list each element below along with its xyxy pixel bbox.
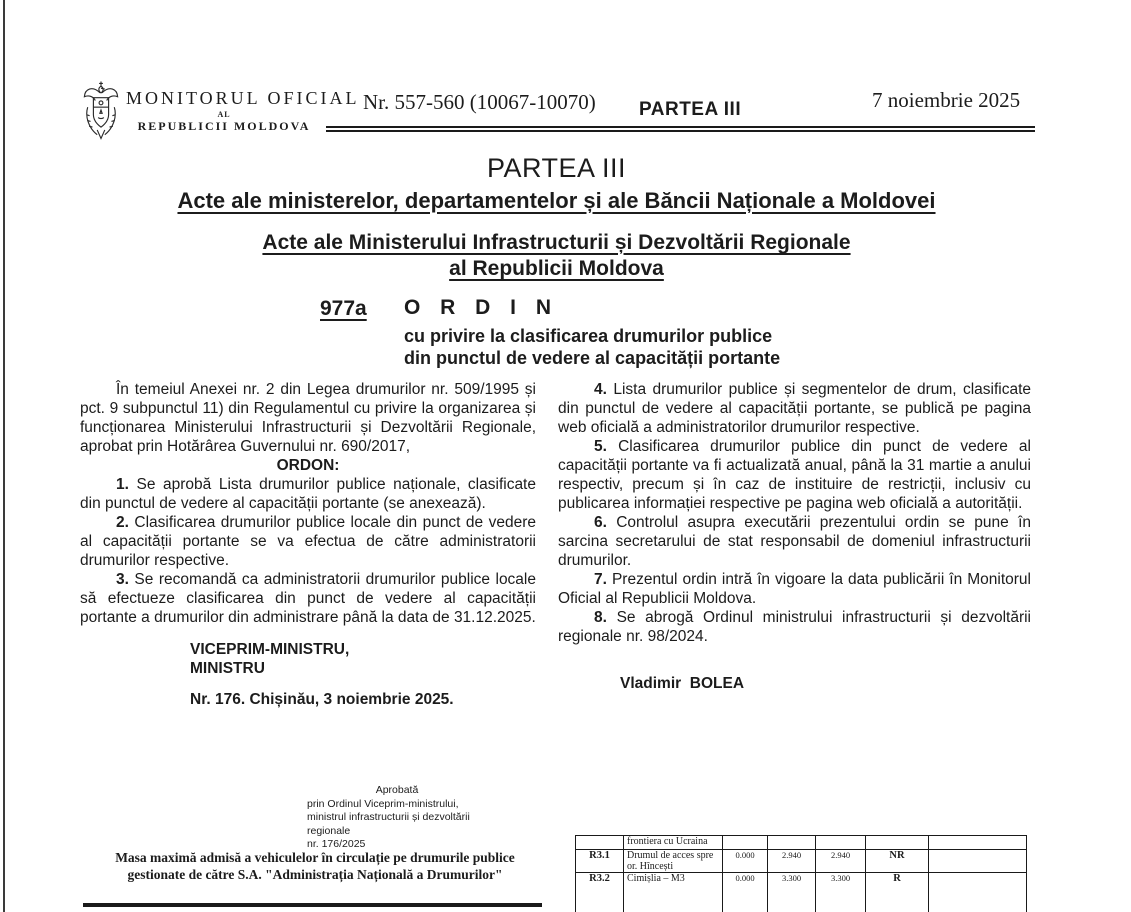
annex-approval-line2: prin Ordinul Viceprim-ministrului, [307, 797, 459, 810]
section-heading-ministry-line2: al Republicii Moldova [449, 257, 664, 280]
annex-left-table-top-border [83, 903, 542, 907]
masthead-date: 7 noiembrie 2025 [872, 88, 1021, 112]
masthead-issue-number: Nr. 557-560 (10067-10070) [363, 90, 596, 114]
order-item-8: 8. Se abrogă Ordinul ministrului infrastructurii și dezvoltării regionale nr. 98/2024. [558, 609, 1032, 645]
order-item-6: 6. Controlul asupra executării prezentului ordin se pune în sarcina secretarului de stat responsabil de domeniul infrastructurii drumurilor. [558, 514, 1031, 569]
order-item-2: 2. Clasificarea drumurilor publice locale din punct de vedere al capacității portante se va efectua de către administratorii drumurilor respective. [80, 514, 536, 569]
order-item-1: 1. Se aprobă Lista drumurilor publice naționale, clasificate din punctul de vedere al capacității portante (se anexează). [80, 476, 536, 512]
order-subtitle-line2: din punctul de vedere al capacității portante [404, 348, 781, 368]
table-row: R3.1 Drumul de acces spre or. Hîncești 0.000 2.940 2.940 NR [576, 850, 1027, 873]
order-body-right-column [558, 380, 1031, 693]
masthead-title-al: AL [217, 110, 231, 119]
signature-titles: VICEPRIM-MINISTRU, MINISTRU [190, 641, 350, 677]
section-part-title: PARTEA III [486, 153, 627, 183]
order-issue-line: Nr. 176. Chișinău, 3 noiembrie 2025. [190, 691, 454, 708]
order-number: 977a [320, 297, 367, 320]
ordon-label: ORDON: [276, 457, 340, 474]
order-item-4: 4. Lista drumurilor publice și segmentelor de drum, clasificate din punctul de vedere al capacității portante, se publică pe pagina web oficială a administratorilor drumurilor respective. [558, 381, 1031, 436]
order-body-left-column [80, 380, 536, 709]
order-title: O R D I N [404, 296, 559, 319]
masthead-double-rule [326, 126, 1035, 132]
annex-approval-line3: ministrul infrastructurii și dezvoltării regionale [307, 811, 470, 837]
order-item-7: 7. Prezentul ordin intră în vigoare la data publicării în Monitorul Oficial al Republicii Moldova. [558, 571, 1031, 607]
masthead-title: MONITORUL OFICIAL [126, 88, 360, 108]
coat-of-arms-icon [82, 80, 120, 140]
masthead-title-republic: REPUBLICII MOLDOVA [137, 119, 311, 133]
road-classification-table [575, 835, 1030, 912]
table-row: R3.2 Cimișlia – M3 0.000 3.300 3.300 R [576, 873, 1027, 912]
order-item-3: 3. Se recomandă ca administratorii drumurilor publice locale să efectueze clasificarea din punct de vedere al capacității portante a drumurilor din administrare până la data de 31.12.2025. [80, 571, 536, 626]
table-row: frontiera cu Ucraina [576, 836, 1027, 850]
page-edge-line [3, 0, 5, 912]
section-heading-acts-text: Acte ale ministerelor, departamentelor și ale Băncii Naționale a Moldovei [177, 188, 936, 213]
annex-table-caption: Masa maximă admisă a vehiculelor în circulație pe drumurile publice gestionate de către S.A. "Administrația Națională a Drumurilor" [115, 850, 515, 882]
order-item-5: 5. Clasificarea drumurilor publice din punct de vedere al capacității portante va fi actualizată anual, până la 31 martie a anului respectiv, precum și în caz de instituire de restricții, inclusiv cu publicarea informației respective pe pagina web oficială a autorității. [558, 438, 1031, 512]
order-preamble: În temeiul Anexei nr. 2 din Legea drumurilor nr. 509/1995 și pct. 9 subpunctul 11) din Regulamentul cu privire la organizarea și funcționarea Ministerului Infrastructurii și Dezvoltării Regionale, aprobat prin Hotărârea Guvernului nr. 690/2017, [80, 381, 536, 455]
masthead-part-label: PARTEA III [639, 99, 742, 120]
section-heading-ministry-line1: Acte ale Ministerului Infrastructurii și Dezvoltării Regionale [262, 231, 851, 254]
annex-approval-block [307, 784, 507, 852]
section-heading-acts [0, 188, 1113, 214]
annex-approval-line4: nr. 176/2025 [307, 838, 366, 850]
annex-approval-line1: Aprobată [375, 784, 419, 796]
signature-name: Vladimir BOLEA [620, 675, 745, 692]
order-subtitle-line1: cu privire la clasificarea drumurilor publice [404, 326, 773, 346]
